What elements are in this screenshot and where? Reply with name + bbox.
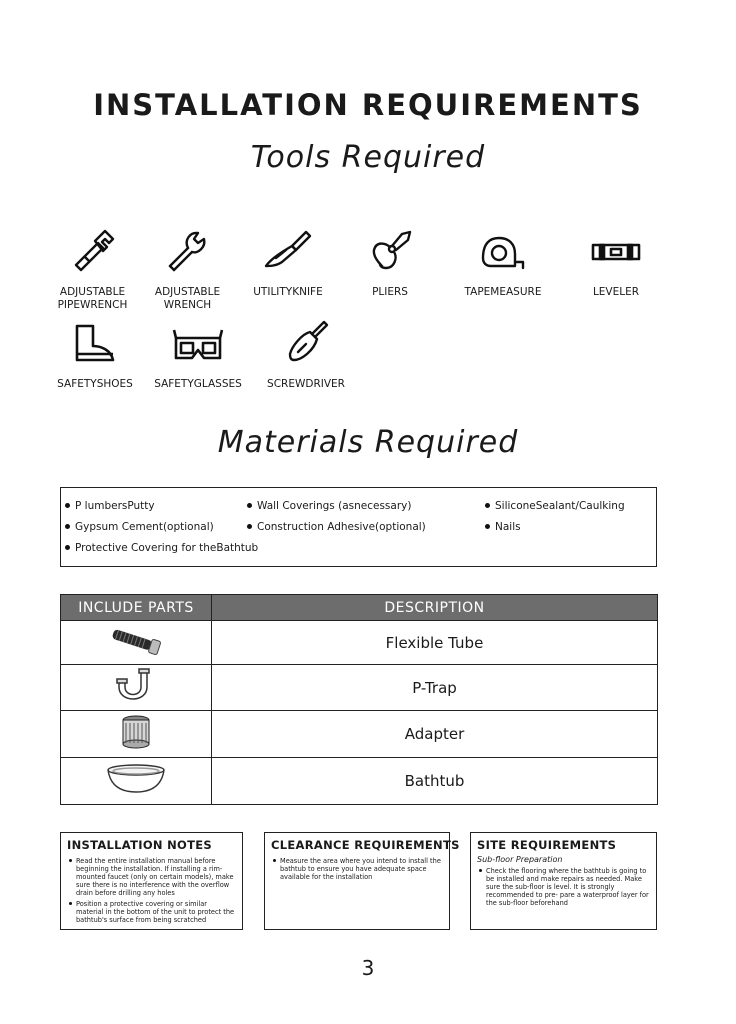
note-point: Read the entire installation manual before beginning the installation. If installing a rim-mounted faucet (only on certain models), make sure there is no interference with the overflow drain before drilling any holes [67, 857, 236, 897]
part-description: Adapter [212, 711, 658, 758]
table-row [61, 665, 658, 711]
part-description: Bathtub [212, 758, 658, 805]
materials-list [60, 487, 657, 567]
tool-label: WRENCH [163, 299, 212, 311]
tool-label: SAFETYSHOES [57, 378, 133, 390]
tool-label: LEVELER [592, 286, 640, 298]
leveler-icon [590, 228, 642, 274]
bathtub-image [105, 762, 167, 796]
column-header: DESCRIPTION [212, 595, 658, 621]
table-row [61, 621, 658, 665]
note-point: Check the flooring where the bathtub is going to be installed and make repairs as needed. Make sure the sub-floor is level. It is strongly recommended to pre- pare a waterproof layer for the sub-floor beforehand [477, 867, 650, 907]
pipe-wrench-icon [67, 228, 119, 274]
part-description: P-Trap [212, 665, 658, 711]
safety-glasses-icon [172, 320, 224, 366]
page-number: 3 [361, 956, 375, 980]
list-item: Nails [485, 521, 521, 533]
safety-shoes-icon [69, 320, 121, 366]
list-item: Construction Adhesive(optional) [247, 521, 426, 533]
tool-label: PIPEWRENCH [57, 299, 128, 311]
tool-label: TAPEMEASURE [464, 286, 542, 298]
tool-label: PLIERS [372, 286, 408, 298]
tool-label: SCREWDRIVER [267, 378, 345, 390]
tool-label: ADJUSTABLE [154, 286, 221, 298]
tool-safety-glasses [152, 320, 244, 391]
pliers-icon [364, 228, 416, 274]
site-requirements-box [470, 832, 657, 930]
utility-knife-icon [262, 228, 314, 274]
tool-tape-measure [462, 228, 544, 299]
list-item: Wall Coverings (asnecessary) [247, 500, 411, 512]
parts-table [60, 594, 658, 805]
tool-utility-knife [248, 228, 328, 299]
screwdriver-icon [280, 320, 332, 366]
tool-adjustable-wrench [150, 228, 225, 312]
tool-pliers [355, 228, 425, 299]
flexible-tube-image [106, 626, 166, 656]
page-title: INSTALLATION REQUIREMENTS [93, 88, 643, 122]
list-item: Gypsum Cement(optional) [65, 521, 214, 533]
table-row [61, 711, 658, 758]
note-title: CLEARANCE REQUIREMENTS [271, 838, 460, 852]
materials-heading: Materials Required [217, 425, 519, 460]
note-title: INSTALLATION NOTES [67, 838, 213, 852]
table-row [61, 758, 658, 805]
p-trap-image [111, 667, 161, 705]
part-description: Flexible Tube [212, 621, 658, 665]
installation-notes-box [60, 832, 243, 930]
list-item: Protective Covering for theBathtub [65, 542, 258, 554]
list-item: P lumbersPutty [65, 500, 155, 512]
clearance-requirements-box [264, 832, 460, 930]
list-item: SiliconeSealant/Caulking [485, 500, 625, 512]
note-point: Position a protective covering or similar material in the bottom of the unit to protect the bathtub's surface from being scratched [67, 900, 236, 924]
tools-heading: Tools Required [250, 140, 486, 175]
tape-measure-icon [477, 228, 529, 274]
note-subtitle: Sub-floor Preparation [477, 855, 563, 864]
tool-label: UTILITYKNIFE [253, 286, 323, 298]
tool-label: ADJUSTABLE [59, 286, 126, 298]
tool-screwdriver [265, 320, 347, 391]
tool-label: SAFETYGLASSES [154, 378, 242, 390]
note-point: Measure the area where you intend to install the bathtub to ensure you have adequate space available for the installation [271, 857, 443, 881]
tool-pipe-wrench [55, 228, 130, 312]
column-header: INCLUDE PARTS [61, 595, 212, 621]
tool-safety-shoes [55, 320, 135, 391]
tool-leveler [580, 228, 652, 299]
table-header-row [61, 595, 658, 621]
note-title: SITE REQUIREMENTS [477, 838, 617, 852]
adapter-image [116, 713, 156, 751]
adjustable-wrench-icon [162, 228, 214, 274]
